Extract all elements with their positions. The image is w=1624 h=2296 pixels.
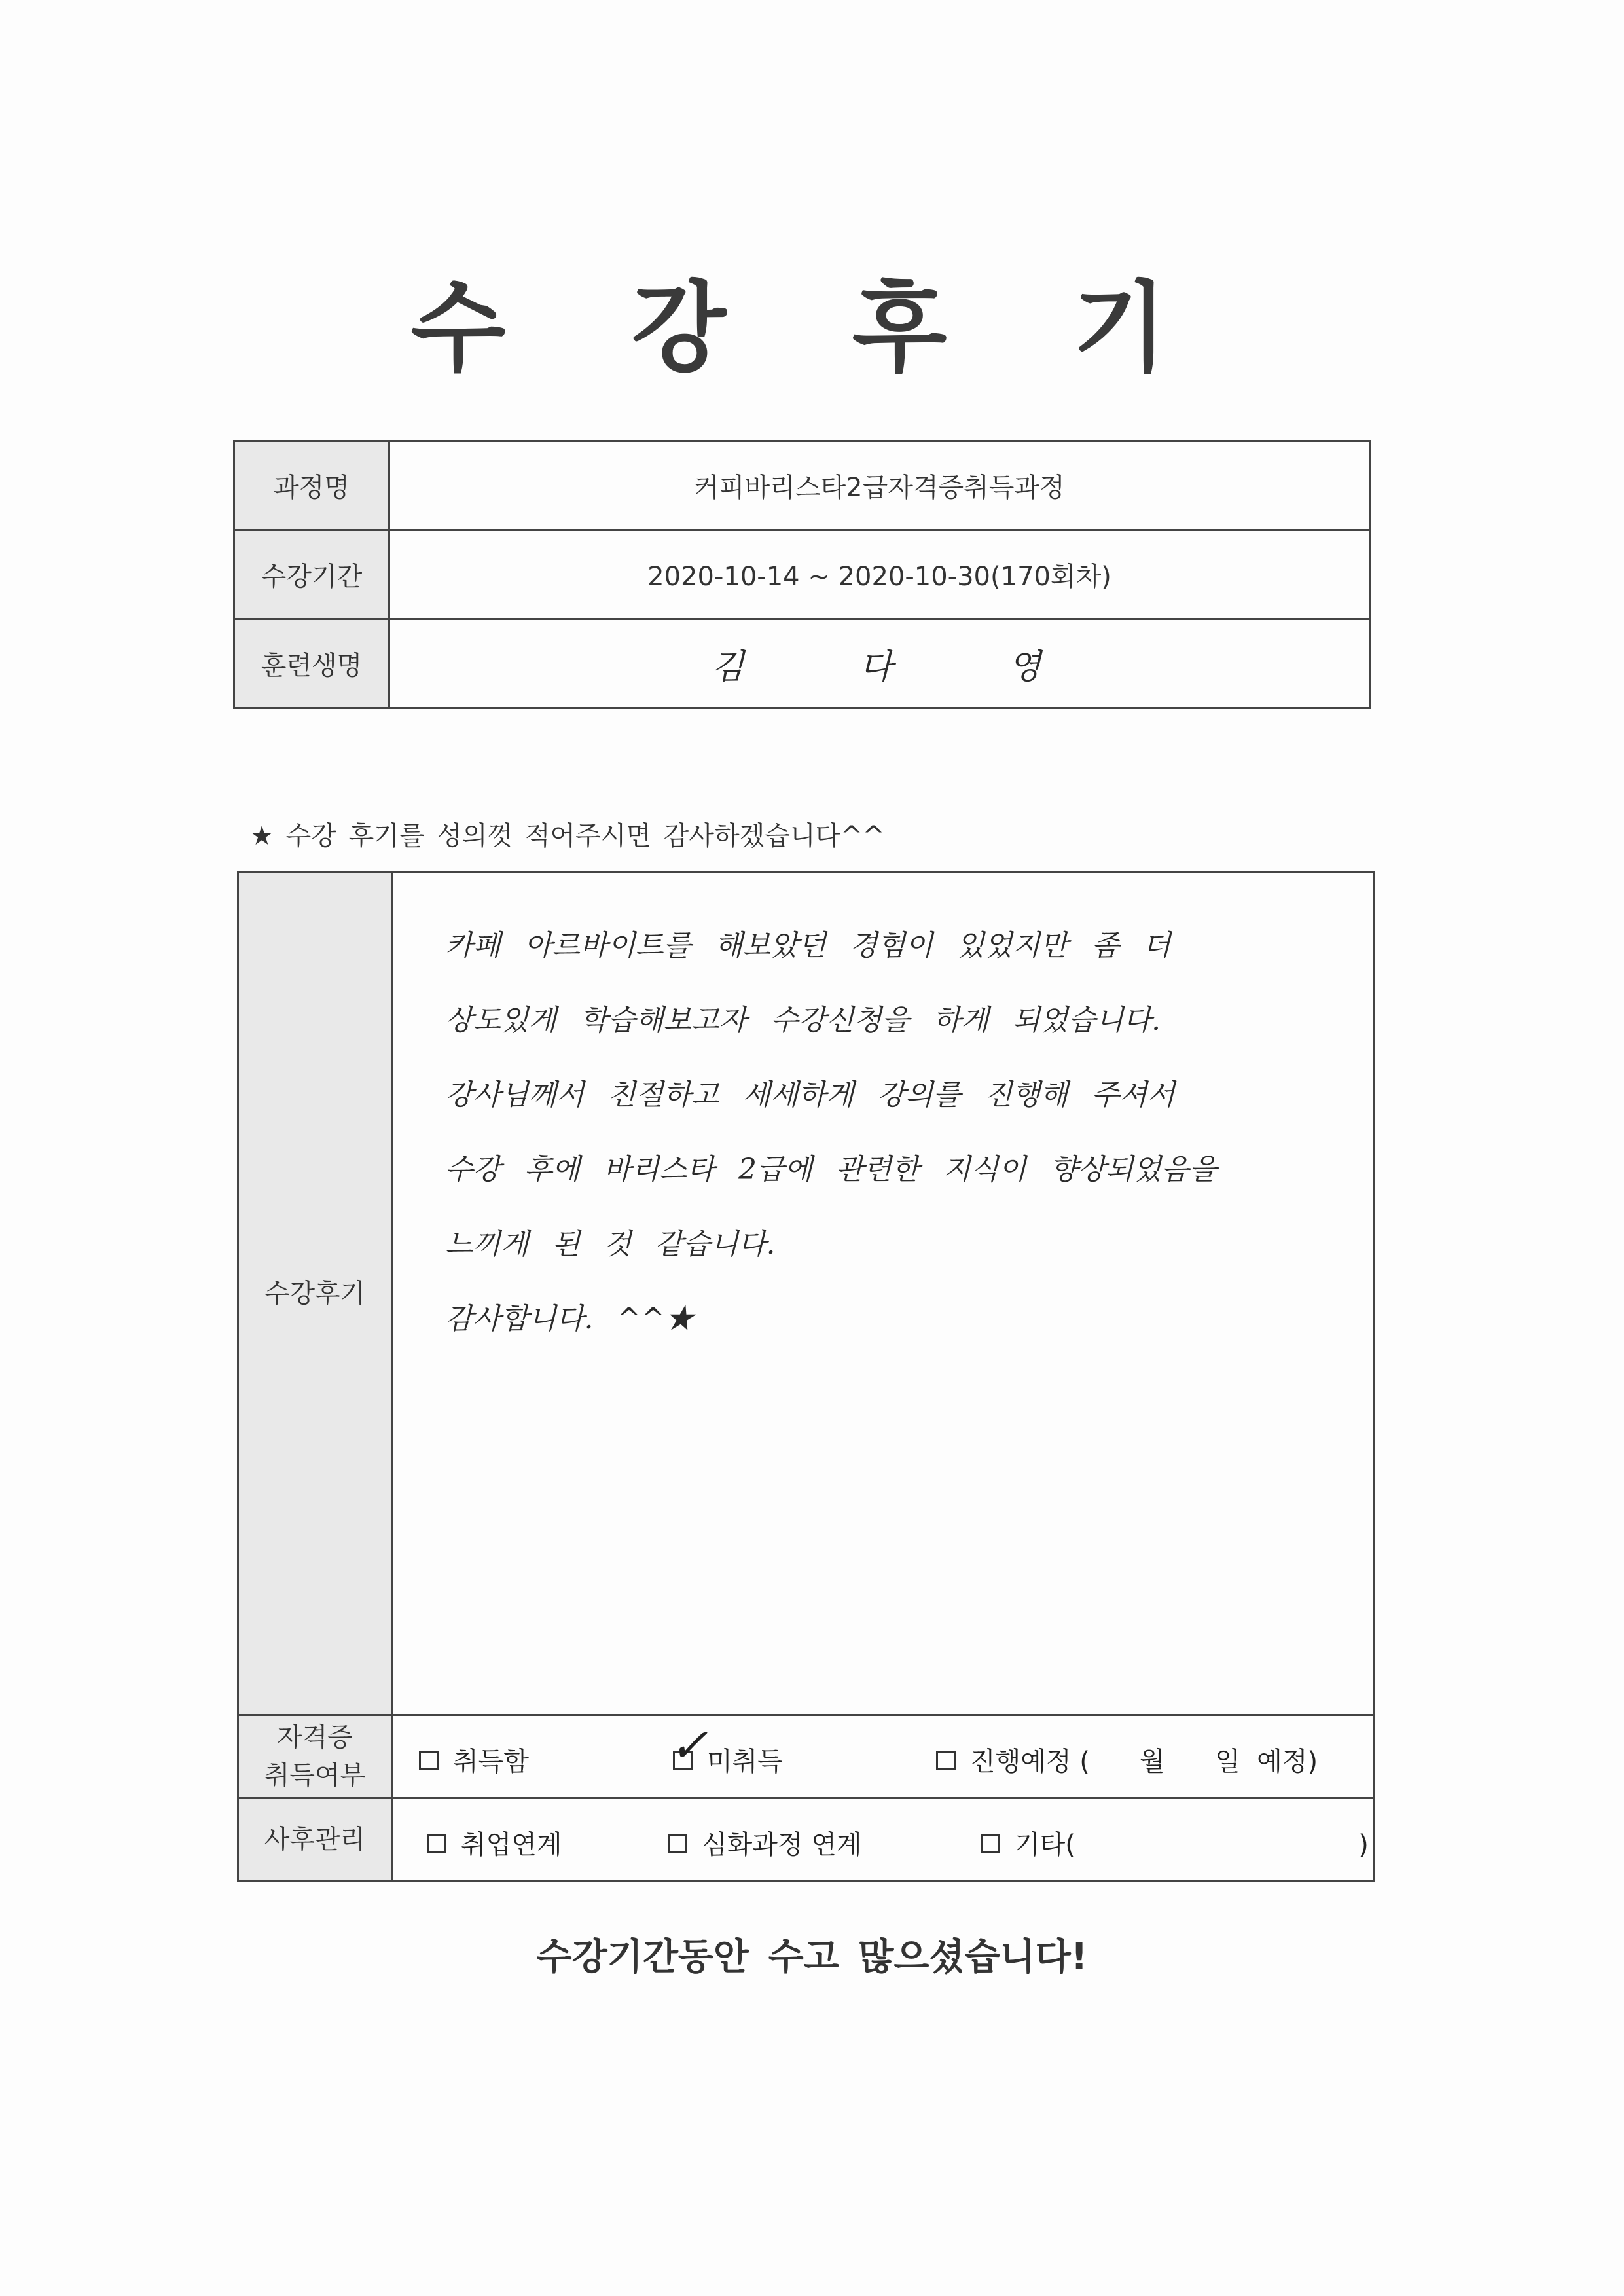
course-name-value: 커피바리스타2급자격증취득과정	[389, 441, 1370, 530]
period-value: 2020-10-14 ~ 2020-10-30(170회차)	[389, 530, 1370, 619]
certification-label-line2: 취득여부	[264, 1760, 366, 1791]
certification-options	[392, 1715, 1374, 1798]
checkbox-icon[interactable]	[936, 1751, 956, 1770]
option-label: 취업연계	[461, 1830, 562, 1860]
review-line: 감사합니다. ^^★	[445, 1302, 695, 1336]
review-label: 수강후기	[238, 872, 392, 1715]
review-line: 수강 후에 바리스타 2급에 관련한 지식이 향상되었음을	[445, 1153, 1217, 1186]
certification-label-line1: 자격증	[277, 1722, 353, 1753]
certification-label	[238, 1715, 392, 1798]
aftercare-option-employment[interactable]	[427, 1824, 562, 1861]
option-label: 진행예정 ( 월 일 예정)	[970, 1747, 1318, 1777]
aftercare-option-other[interactable]	[981, 1824, 1369, 1861]
option-label: 취득함	[453, 1747, 529, 1777]
review-line: 강사님께서 친절하고 세세하게 강의를 진행해 주셔서	[445, 1078, 1176, 1112]
review-line: 카페 아르바이트를 해보았던 경험이 있었지만 좀 더	[445, 929, 1171, 962]
review-notice: ★ 수강 후기를 성의껏 적어주시면 감사하겠습니다^^	[250, 821, 885, 851]
course-info-table	[233, 440, 1371, 709]
review-table	[237, 871, 1375, 1882]
trainee-name-value: 김 다 영	[389, 619, 1370, 708]
review-line: 느끼게 된 것 같습니다.	[445, 1228, 776, 1261]
checkbox-icon[interactable]	[668, 1834, 687, 1853]
closing-message: 수강기간동안 수고 많으셨습니다!	[536, 1936, 1088, 1978]
certification-option-acquired[interactable]	[419, 1741, 529, 1778]
aftercare-options	[392, 1798, 1374, 1882]
review-text-area	[392, 872, 1374, 1715]
checkbox-icon[interactable]	[670, 1719, 708, 1772]
aftercare-label: 사후관리	[238, 1798, 392, 1882]
aftercare-option-advanced-course[interactable]	[668, 1824, 862, 1861]
option-label: 심화과정 연계	[702, 1830, 862, 1860]
checkbox-icon[interactable]	[427, 1834, 446, 1853]
period-label: 수강기간	[234, 530, 389, 619]
checkbox-icon[interactable]	[419, 1751, 439, 1770]
option-label: 미취득	[707, 1747, 783, 1777]
certification-option-not-acquired[interactable]	[670, 1719, 783, 1778]
page-title: 수 강 후 기	[410, 272, 1214, 386]
checkbox-icon[interactable]	[981, 1834, 1000, 1853]
trainee-name-label: 훈련생명	[234, 619, 389, 708]
certification-option-in-progress[interactable]	[936, 1741, 1318, 1778]
course-name-label: 과정명	[234, 441, 389, 530]
option-label: 기타( )	[1015, 1830, 1369, 1860]
check-mark-icon: ✓	[670, 1719, 708, 1772]
review-line: 상도있게 학습해보고자 수강신청을 하게 되었습니다.	[445, 1004, 1161, 1037]
